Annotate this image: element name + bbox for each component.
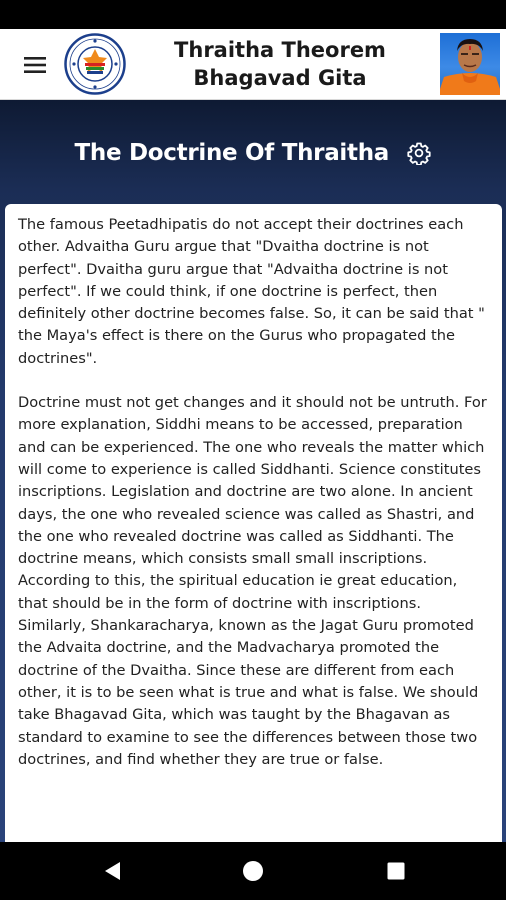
- home-circle-icon: [238, 856, 268, 886]
- profile-photo: [440, 33, 500, 95]
- system-nav-bar: [0, 842, 506, 900]
- article-paragraph-1: The famous Peetadhipatis do not accept their doctrines each other. Advaitha Guru argue that "Dvaitha doctrine is not perfect". Dvaitha guru argue that "Advaitha doctrine is not perfect". If we could think, if one doctrine is perfect, then definitely other doctrine becomes false. So, it can be said that " the Maya's effect is there on the Gurus who propagated the doctrines".: [18, 216, 485, 367]
- nav-home-button[interactable]: [238, 856, 268, 886]
- app-title: [140, 36, 420, 92]
- article-paragraph-2: Doctrine must not get changes and it should not be untruth. For more explanation, Siddhi means to be accessed, preparation and can be experienced. The one who reveals the matter which will come to experience is called Siddhanti. Science constitutes inscriptions. Legislation and doctrine are two alone. In ancient days, the one who revealed science was called as Shastri, and the one who revealed doctrine was called as Siddhanti. The doctrine means, which consists small small inscriptions. According to this, the spiritual education ie great education, that should be in the form of doctrine with inscriptions. Similarly, Shankaracharya, known as the Jagat Guru promoted the Advaita doctrine, and the Madvacharya promoted the doctrine of the Dvaitha. Since these are different from each other, it is to be seen what is true and what is false. We should take Bhagavad Gita, which was taught by the Bhagavan as standard to examine to see the differences between those two doctrines, and find whether they are true or false.: [18, 394, 487, 768]
- emblem-logo: [64, 33, 126, 95]
- article-body: [18, 214, 490, 771]
- app-title-line2: Bhagavad Gita: [193, 66, 367, 90]
- avatar[interactable]: [440, 33, 500, 95]
- status-bar: [0, 0, 506, 29]
- app-title-line1: Thraitha Theorem: [174, 38, 386, 62]
- page-header: [0, 140, 506, 186]
- nav-recents-button[interactable]: [381, 856, 411, 886]
- app-bar: [0, 29, 506, 100]
- menu-button[interactable]: [18, 51, 52, 79]
- gear-icon: [407, 141, 431, 165]
- page-title: The Doctrine Of Thraitha: [74, 140, 389, 166]
- content-card[interactable]: [5, 204, 502, 864]
- settings-button[interactable]: [407, 141, 431, 165]
- hamburger-menu-icon: [18, 51, 52, 79]
- nav-back-button[interactable]: [98, 856, 128, 886]
- recents-square-icon: [381, 856, 411, 886]
- back-triangle-icon: [98, 856, 128, 886]
